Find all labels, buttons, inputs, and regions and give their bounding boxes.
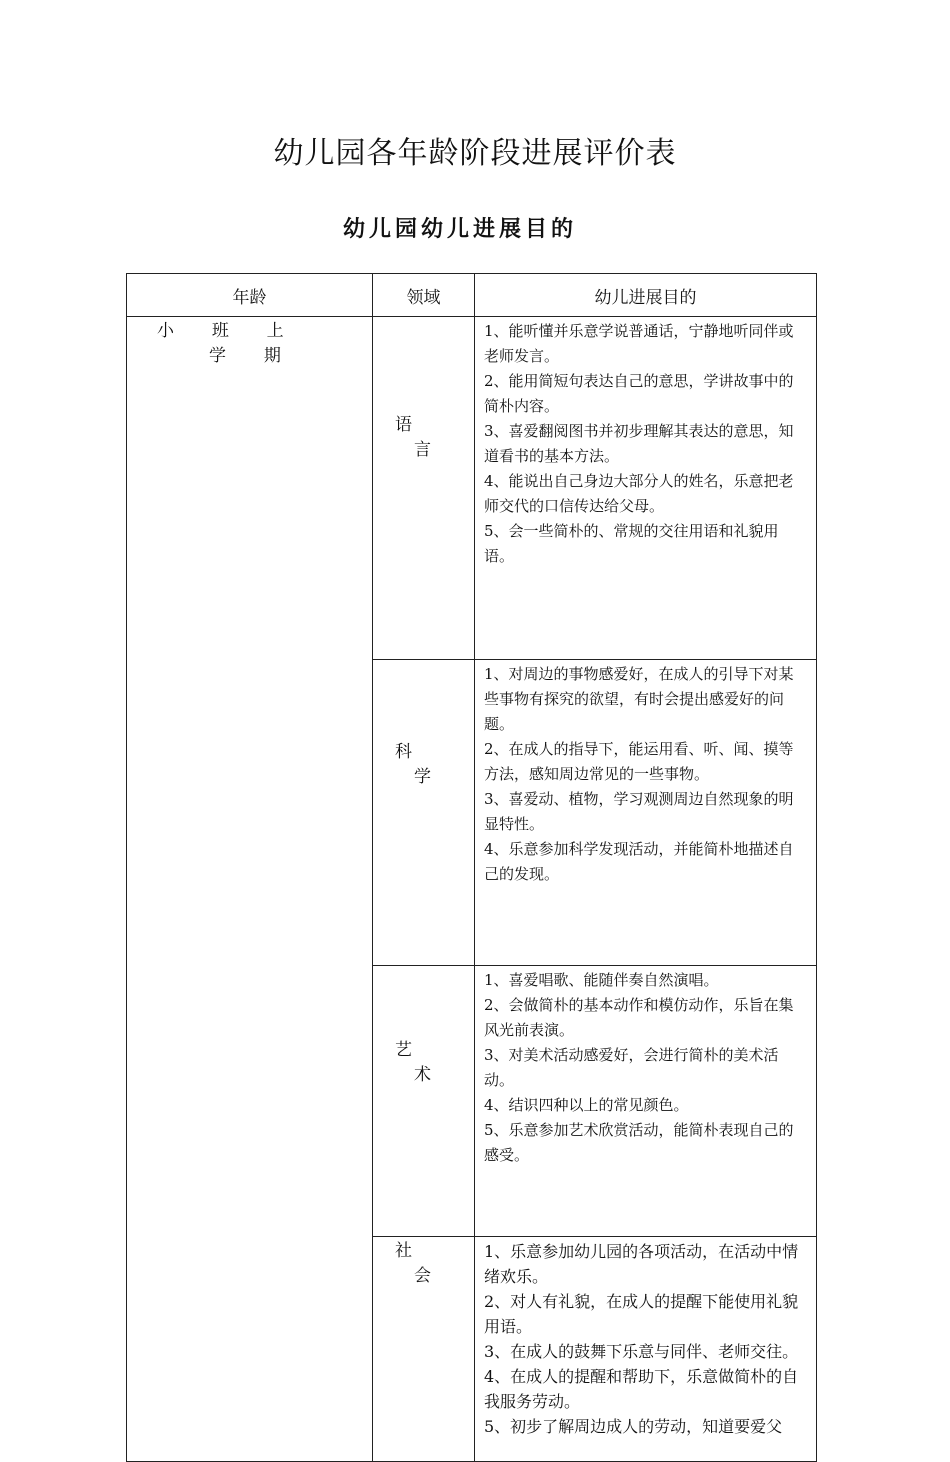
goal-item: 1、对周边的事物感爱好，在成人的引导下对某些事物有探究的欲望，有时会提出感爱好的问题。 (484, 665, 794, 733)
domain-cell-society (373, 1237, 475, 1462)
goal-item: 4、能说出自己身边大部分人的姓名，乐意把老师交代的口信传达给父母。 (484, 472, 794, 515)
goal-item: 5、会一些简朴的、常规的交往用语和礼貌用语。 (484, 522, 779, 565)
domain-label-char: 语 (395, 415, 412, 435)
goal-item: 4、结识四种以上的常见颜色。 (484, 1096, 689, 1114)
goals-cell-language (475, 317, 817, 660)
development-goals-table (126, 273, 817, 1462)
domain-cell-science (373, 660, 475, 966)
goal-item: 3、喜爱动、植物，学习观测周边自然现象的明显特性。 (484, 790, 794, 833)
page-title: 幼儿园各年龄阶段进展评价表 (273, 136, 677, 171)
age-label-line1: 小 班 上 (157, 321, 284, 341)
domain-label-char: 社 (395, 1241, 412, 1261)
goal-item: 5、乐意参加艺术欣赏活动，能简朴表现自己的感受。 (484, 1121, 794, 1164)
header-age: 年龄 (127, 274, 373, 317)
domain-cell-art (373, 966, 475, 1237)
goal-item: 2、对人有礼貌，在成人的提醒下能使用礼貌用语。 (484, 1292, 799, 1336)
page-subtitle: 幼儿园幼儿进展目的 (342, 216, 577, 242)
goals-cell-society (475, 1237, 817, 1462)
goal-item: 4、在成人的提醒和帮助下，乐意做简朴的自我服务劳动。 (484, 1367, 799, 1411)
goal-item: 2、能用简短句表达自己的意思，学讲故事中的简朴内容。 (484, 372, 794, 415)
goal-item: 4、乐意参加科学发现活动，并能简朴地描述自己的发现。 (484, 840, 794, 883)
age-cell (127, 317, 373, 1462)
goal-item: 1、乐意参加幼儿园的各项活动，在活动中情绪欢乐。 (484, 1242, 799, 1286)
goal-item: 3、喜爱翻阅图书并初步理解其表达的意思，知道看书的基本方法。 (484, 422, 794, 465)
goals-cell-art (475, 966, 817, 1237)
table-row-language (127, 317, 817, 660)
goal-item: 5、初步了解周边成人的劳动，知道要爱父 (484, 1417, 783, 1436)
domain-label-char: 言 (414, 440, 431, 460)
domain-label-char: 会 (414, 1266, 431, 1286)
age-label-line2: 学 期 (209, 346, 281, 366)
table-header-row (127, 274, 817, 317)
domain-label-char: 科 (395, 742, 412, 762)
goal-item: 3、对美术活动感爱好，会进行简朴的美术活动。 (484, 1046, 779, 1089)
header-domain: 领域 (373, 274, 475, 317)
goal-item: 3、在成人的鼓舞下乐意与同伴、老师交往。 (484, 1342, 799, 1361)
domain-label-char: 术 (414, 1065, 431, 1085)
header-goals: 幼儿进展目的 (475, 274, 817, 317)
goals-cell-science (475, 660, 817, 966)
domain-cell-language (373, 317, 475, 660)
goal-item: 1、喜爱唱歌、能随伴奏自然演唱。 (484, 971, 719, 989)
goal-item: 2、会做简朴的基本动作和模仿动作，乐旨在集风光前表演。 (484, 996, 794, 1039)
goal-item: 1、能听懂并乐意学说普通话，宁静地听同伴或老师发言。 (484, 322, 794, 365)
goal-item: 2、在成人的指导下，能运用看、听、闻、摸等方法，感知周边常见的一些事物。 (484, 740, 794, 783)
domain-label-char: 学 (414, 767, 431, 787)
domain-label-char: 艺 (395, 1040, 412, 1060)
